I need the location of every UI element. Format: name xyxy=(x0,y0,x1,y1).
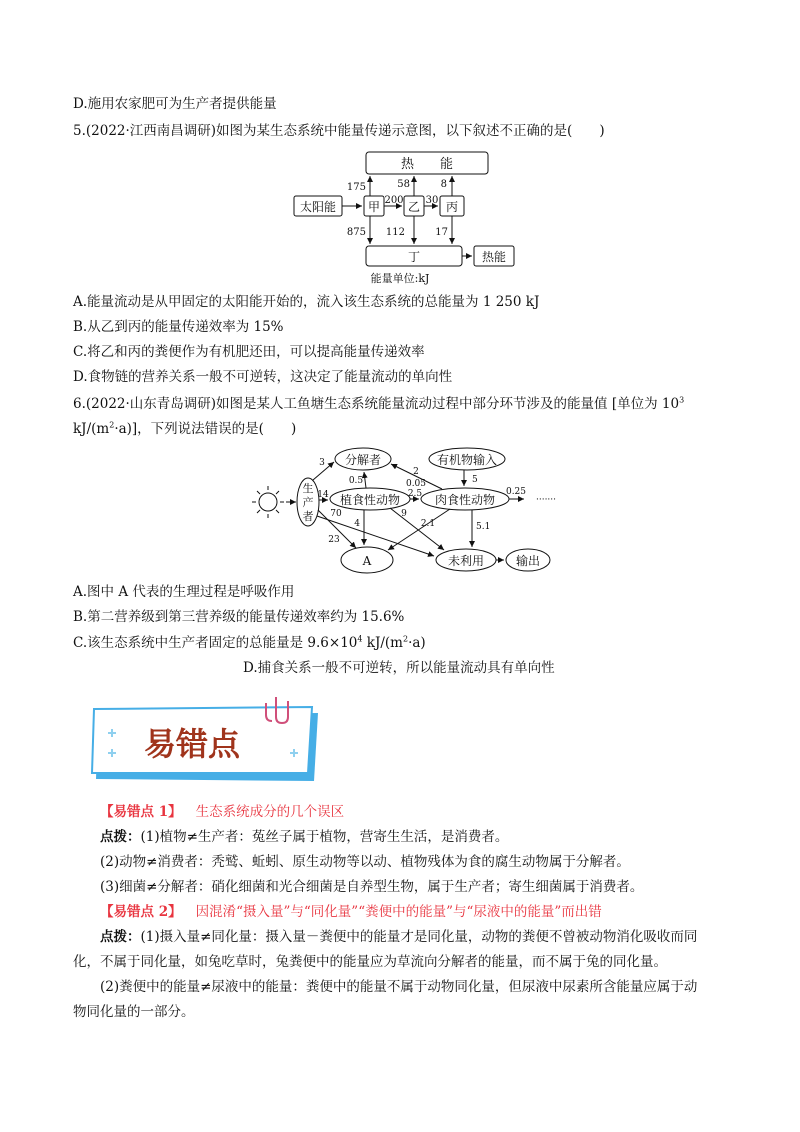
node-yi: 乙 xyxy=(407,200,421,214)
sun-energy-label: 太阳能 xyxy=(299,200,337,214)
value-0-5: 0.5 xyxy=(348,476,364,486)
value-70: 70 xyxy=(330,509,342,519)
producer-label-3: 者 xyxy=(302,510,314,523)
q5-stem: 5.(2022·江西南昌调研)如图为某生态系统中能量传递示意图，以下叙述不正确的是( ) xyxy=(73,123,605,139)
point1-tip-2: (2)动物≠消费者：秃鹫、蚯蚓、原生动物等以动、植物残体为食的腐生动物属于分解者。 xyxy=(100,854,630,870)
q5-option-d: D.食物链的营养关系一般不可逆转，这决定了能量流动的单向性 xyxy=(73,369,453,385)
value-875: 875 xyxy=(346,227,366,238)
error-point-1-heading xyxy=(100,803,344,821)
producer-label-2: 产 xyxy=(302,496,314,509)
node-bing: 丙 xyxy=(445,200,459,214)
output-label: 输出 xyxy=(515,554,541,568)
q6-option-a: A.图中 A 代表的生理过程是呼吸作用 xyxy=(73,584,295,600)
error-point-1-tag: 【易错点 1】 xyxy=(100,804,182,820)
value-2-5: 2.5 xyxy=(407,489,423,499)
q5-option-c: C.将乙和丙的粪便作为有机肥还田，可以提高能量传递效率 xyxy=(73,344,425,360)
node-ding: 丁 xyxy=(407,250,421,264)
value-30: 30 xyxy=(425,195,439,206)
heat-right-label: 热能 xyxy=(481,250,507,264)
q6-option-c: C.该生态系统中生产者固定的总能量是 $9.6\times 10^4$ $kJ/(m^2\cdot a)$ xyxy=(73,634,426,651)
value-17: 17 xyxy=(435,227,448,238)
sun-icon xyxy=(252,486,284,518)
decomposer-label: 分解者 xyxy=(344,453,382,467)
value-5: 5 xyxy=(472,475,478,485)
error-point-1-title: 生态系统成分的几个误区 xyxy=(195,804,345,820)
q6-stem-line1: 6.(2022·山东青岛调研)如图是某人工鱼塘生态系统能量流动过程中部分环节涉及的能量值 [单位为 $10^3$ xyxy=(73,395,685,412)
value-58: 58 xyxy=(397,179,410,190)
q6-option-b: B.第二营养级到第三营养级的能量传递效率约为 15.6% xyxy=(73,609,405,625)
value-175: 175 xyxy=(346,182,366,193)
value-200: 200 xyxy=(384,195,404,206)
energy-unit-caption: 能量单位:kJ xyxy=(370,272,430,285)
tip-label: 点拨： xyxy=(100,929,141,945)
node-jia: 甲 xyxy=(367,200,381,214)
unused-label: 未利用 xyxy=(447,554,485,568)
value-8: 8 xyxy=(440,179,447,190)
error-point-2-tag: 【易错点 2】 xyxy=(100,904,182,920)
value-2-1: 2.1 xyxy=(420,519,436,529)
value-3: 3 xyxy=(319,458,325,468)
point2-tip-1b: 化，不属于同化量，如兔吃草时，兔粪便中的能量应为草流向分解者的能量，而不属于兔的同化量。 xyxy=(73,954,667,970)
q4-option-d: D.施用农家肥可为生产者提供能量 xyxy=(73,96,277,112)
producer-label-1: 生 xyxy=(302,482,314,495)
q5-option-a: A.能量流动是从甲固定的太阳能开始的，流入该生态系统的总能量为 1 250 kJ xyxy=(73,294,540,310)
heat-top-label: 热 能 xyxy=(400,157,454,172)
banner-title: 易错点 xyxy=(143,725,241,763)
point2-tip-2a: (2)粪便中的能量≠尿液中的能量：粪便中的能量不属于动物同化量，但尿液中尿素所含能量应属于动 xyxy=(100,979,698,995)
value-0-25: 0.25 xyxy=(505,487,527,497)
organic-input-label: 有机物输入 xyxy=(436,453,498,467)
error-point-2-title: 因混淆“摄入量”与“同化量”“粪便中的能量”与“尿液中的能量”而出错 xyxy=(195,904,602,920)
herbivore-label: 植食性动物 xyxy=(339,493,401,507)
value-23: 23 xyxy=(328,535,340,545)
error-points-banner xyxy=(86,693,330,789)
value-4: 4 xyxy=(354,519,360,529)
tip-label: 点拨： xyxy=(100,829,141,845)
point2-tip-2b: 物同化量的一部分。 xyxy=(73,1004,195,1020)
q6-option-d: D.捕食关系一般不可逆转，所以能量流动具有单向性 xyxy=(243,660,555,676)
fishpond-energy-flow-diagram xyxy=(244,444,564,578)
node-a-label: A xyxy=(362,554,372,568)
q6-stem-line2: $kJ/(m^2\cdot a)$]，下列说法错误的是( ) xyxy=(73,420,297,437)
value-112: 112 xyxy=(385,227,405,238)
value-9: 9 xyxy=(401,509,407,519)
q5-option-b: B.从乙到丙的能量传递效率为 15% xyxy=(73,319,284,335)
value-14: 14 xyxy=(317,490,329,500)
energy-transfer-diagram xyxy=(280,146,520,286)
value-0-05: 0.05 xyxy=(405,479,427,489)
point1-tip-1: 点拨：(1)植物≠生产者：菟丝子属于植物，营寄生生活，是消费者。 xyxy=(100,829,509,845)
trailing-dots: ······· xyxy=(535,495,557,505)
value-2: 2 xyxy=(413,467,419,477)
point2-tip-1a: 点拨：(1)摄入量≠同化量：摄入量－粪便中的能量才是同化量，动物的粪便不曾被动物消化吸收而同 xyxy=(100,929,698,945)
value-5-1: 5.1 xyxy=(476,522,491,532)
point1-tip-3: (3)细菌≠分解者：硝化细菌和光合细菌是自养型生物，属于生产者；寄生细菌属于消费者。 xyxy=(100,879,644,895)
error-point-2-heading xyxy=(100,903,602,921)
carnivore-label: 肉食性动物 xyxy=(434,493,496,507)
